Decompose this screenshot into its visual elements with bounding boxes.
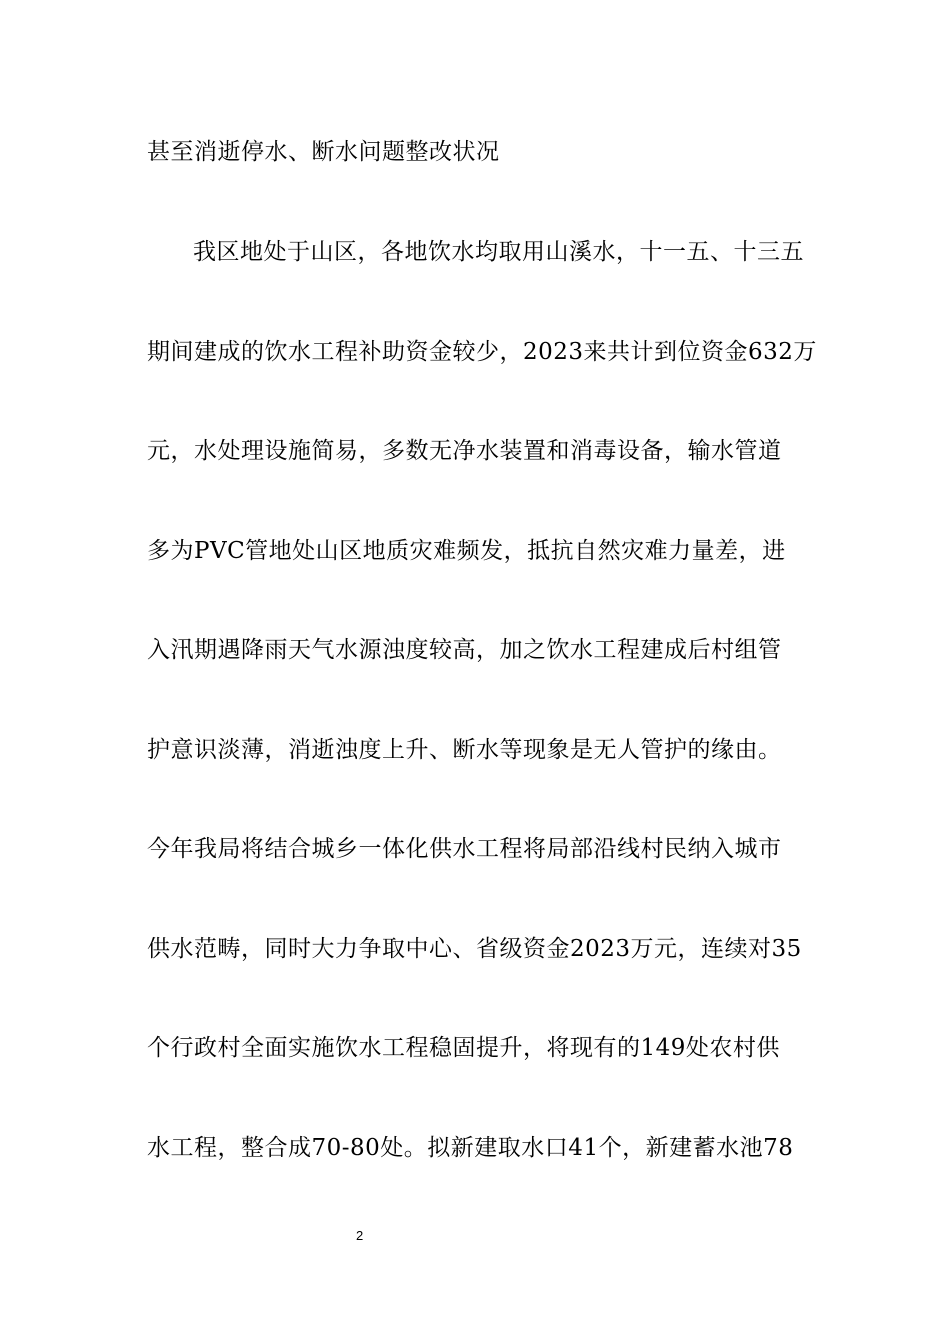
text-line: 护意识淡薄，消逝浊度上升、断水等现象是无人管护的缘由。 <box>147 737 782 763</box>
text-line: 甚至消逝停水、断水问题整改状况 <box>147 139 500 165</box>
text-line: 元，水处理设施简易，多数无净水装置和消毒设备，输水管道 <box>147 438 782 464</box>
text-line: 入汛期遇降雨天气水源浊度较高，加之饮水工程建成后村组管 <box>147 637 782 663</box>
text-line: 个行政村全面实施饮水工程稳固提升，将现有的149处农村供 <box>147 1035 780 1061</box>
page-number: 2 <box>356 1228 364 1243</box>
text-line: 多为PVC管地处山区地质灾难频发，抵抗自然灾难力量差，进 <box>147 538 786 564</box>
text-line: 期间建成的饮水工程补助资金较少，2023来共计到位资金632万 <box>147 339 817 365</box>
text-line: 水工程，整合成70-80处。拟新建取水口41个，新建蓄水池78 <box>147 1135 794 1161</box>
paragraph-first-line: 我区地处于山区，各地饮水均取用山溪水，十一五、十三五 <box>193 239 804 265</box>
text-line: 今年我局将结合城乡一体化供水工程将局部沿线村民纳入城市 <box>147 836 782 862</box>
text-line: 供水范畴，同时大力争取中心、省级资金2023万元，连续对35 <box>147 936 802 962</box>
